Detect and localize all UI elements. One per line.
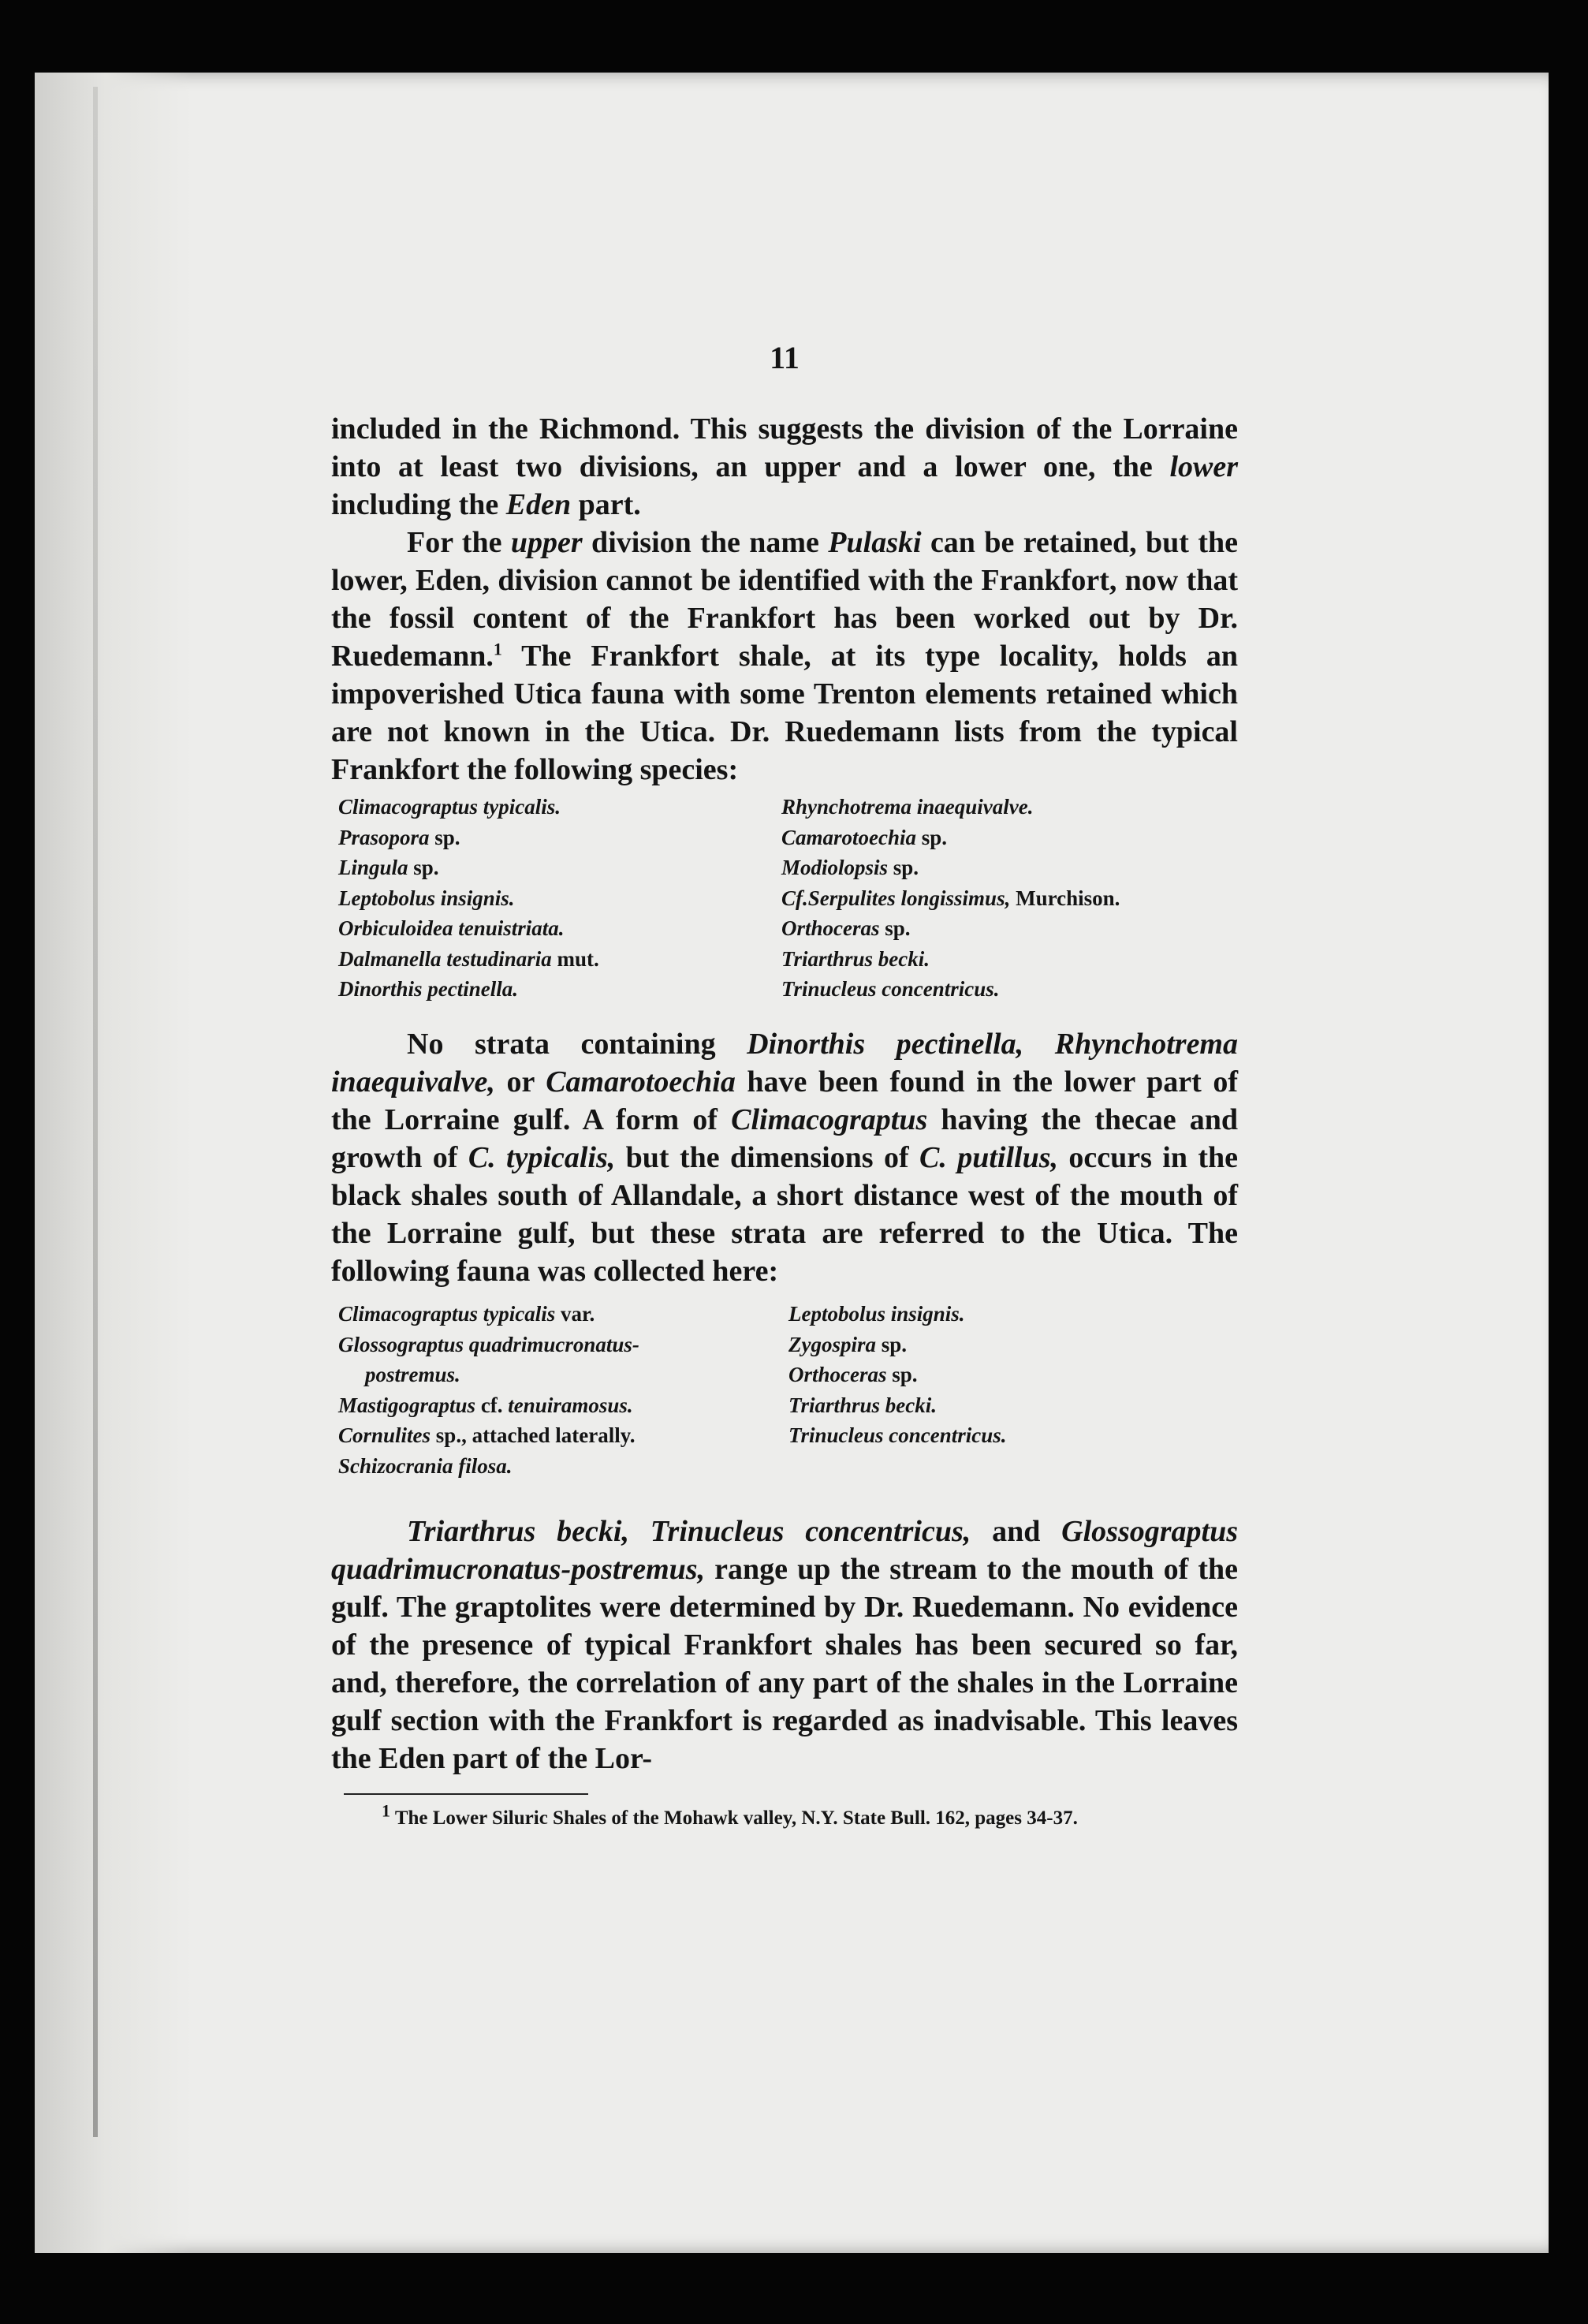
- footnote-divider: [344, 1793, 588, 1795]
- list-item: Schizocrania filosa.: [338, 1453, 513, 1478]
- list-item: Zygospira sp.: [788, 1332, 908, 1356]
- list-item: Cornulites sp., attached laterally.: [338, 1423, 636, 1447]
- list-item: Dalmanella testudinaria mut.: [338, 946, 599, 971]
- list-item: Mastigograptus cf. tenuiramosus.: [338, 1393, 633, 1417]
- list-item: Rhynchotrema inaequivalve.: [781, 795, 1034, 819]
- paragraph-richmond: included in the Richmond. This suggests the division of the Lorraine into at least two divisions, an upper and a lower one, the lower including the Eden part.: [331, 412, 1238, 521]
- page-number: 11: [770, 340, 800, 375]
- paragraph-graptolites: Triarthrus becki, Trinucleus concentricus, and Glossograptus quadrimucronatus-postremus, range up the stream to the mouth of the gulf. The graptolites were determined by Dr. Ruedemann. No evidence of the presence of typical Frankfort shales has been secured so far, and, therefore, the correlation of any part of the shales in the Lorraine gulf section with the Frankfort is regarded as inadvisable. This leaves the Eden part of the Lor-: [331, 1515, 1238, 1775]
- utica-fauna-list-right: [788, 1299, 1007, 1451]
- list-item: Leptobolus insignis.: [788, 1302, 965, 1326]
- list-item: Trinucleus concentricus.: [788, 1423, 1007, 1447]
- list-item: Lingula sp.: [338, 856, 439, 879]
- footnote: $^1$ The Lower Siluric Shales of the Mohawk valley, N.Y. State Bull. 162, pages 34-37.: [382, 1800, 1078, 1829]
- list-item: Triarthrus becki.: [781, 946, 930, 971]
- list-item: Dinorthis pectinella.: [338, 977, 519, 1001]
- list-item: Cf.Serpulites longissimus, Murchison.: [781, 886, 1120, 910]
- frankfort-species-list-right: [781, 792, 1120, 1005]
- list-item: Camarotoechia sp.: [781, 825, 948, 849]
- utica-fauna-list-left: [338, 1299, 639, 1481]
- list-item: Orbiculoidea tenuistriata.: [338, 916, 565, 940]
- list-item: Trinucleus concentricus.: [781, 977, 1000, 1001]
- frankfort-species-list-left: [338, 792, 599, 1005]
- list-item: Leptobolus insignis.: [338, 886, 515, 910]
- list-item: Glossograptus quadrimucronatus-: [338, 1332, 639, 1356]
- list-item: postremus.: [365, 1363, 460, 1386]
- page-gutter-shadow: [35, 73, 192, 2253]
- paragraph-strata: No strata containing Dinorthis pectinella, Rhynchotrema inaequivalve, or Camarotoechia have been found in the lower part of the Lorraine gulf. A form of Climacograptus having the thecae and growth of C. typicalis, but the dimensions of C. putillus, occurs in the black shales south of Allandale, a short distance west of the mouth of the Lorraine gulf, but these strata are referred to the Utica. The following fauna was collected here:: [331, 1028, 1238, 1288]
- footnote-reference: 1: [493, 639, 502, 659]
- list-item: Prasopora sp.: [338, 825, 460, 849]
- list-item: Climacograptus typicalis var.: [338, 1302, 595, 1326]
- paragraph-pulaski: For the upper division the name Pulaski can be retained, but the lower, Eden, division cannot be identified with the Frankfort, now that the fossil content of the Frankfort has been worked out by Dr. Ruedemann.$^1$ The Frankfort shale, at its type locality, holds an impoverished Utica fauna with some Trenton elements retained which are not known in the Utica. Dr. Ruedemann lists from the typical Frankfort the following species:: [331, 526, 1239, 786]
- binding-spine: [93, 87, 98, 2137]
- footnote-marker: 1: [382, 1800, 390, 1821]
- list-item: Modiolopsis sp.: [781, 856, 919, 879]
- list-item: Climacograptus typicalis.: [338, 795, 561, 819]
- list-item: Orthoceras sp.: [781, 916, 911, 940]
- list-item: Orthoceras sp.: [788, 1363, 918, 1386]
- list-item: Triarthrus becki.: [788, 1393, 938, 1417]
